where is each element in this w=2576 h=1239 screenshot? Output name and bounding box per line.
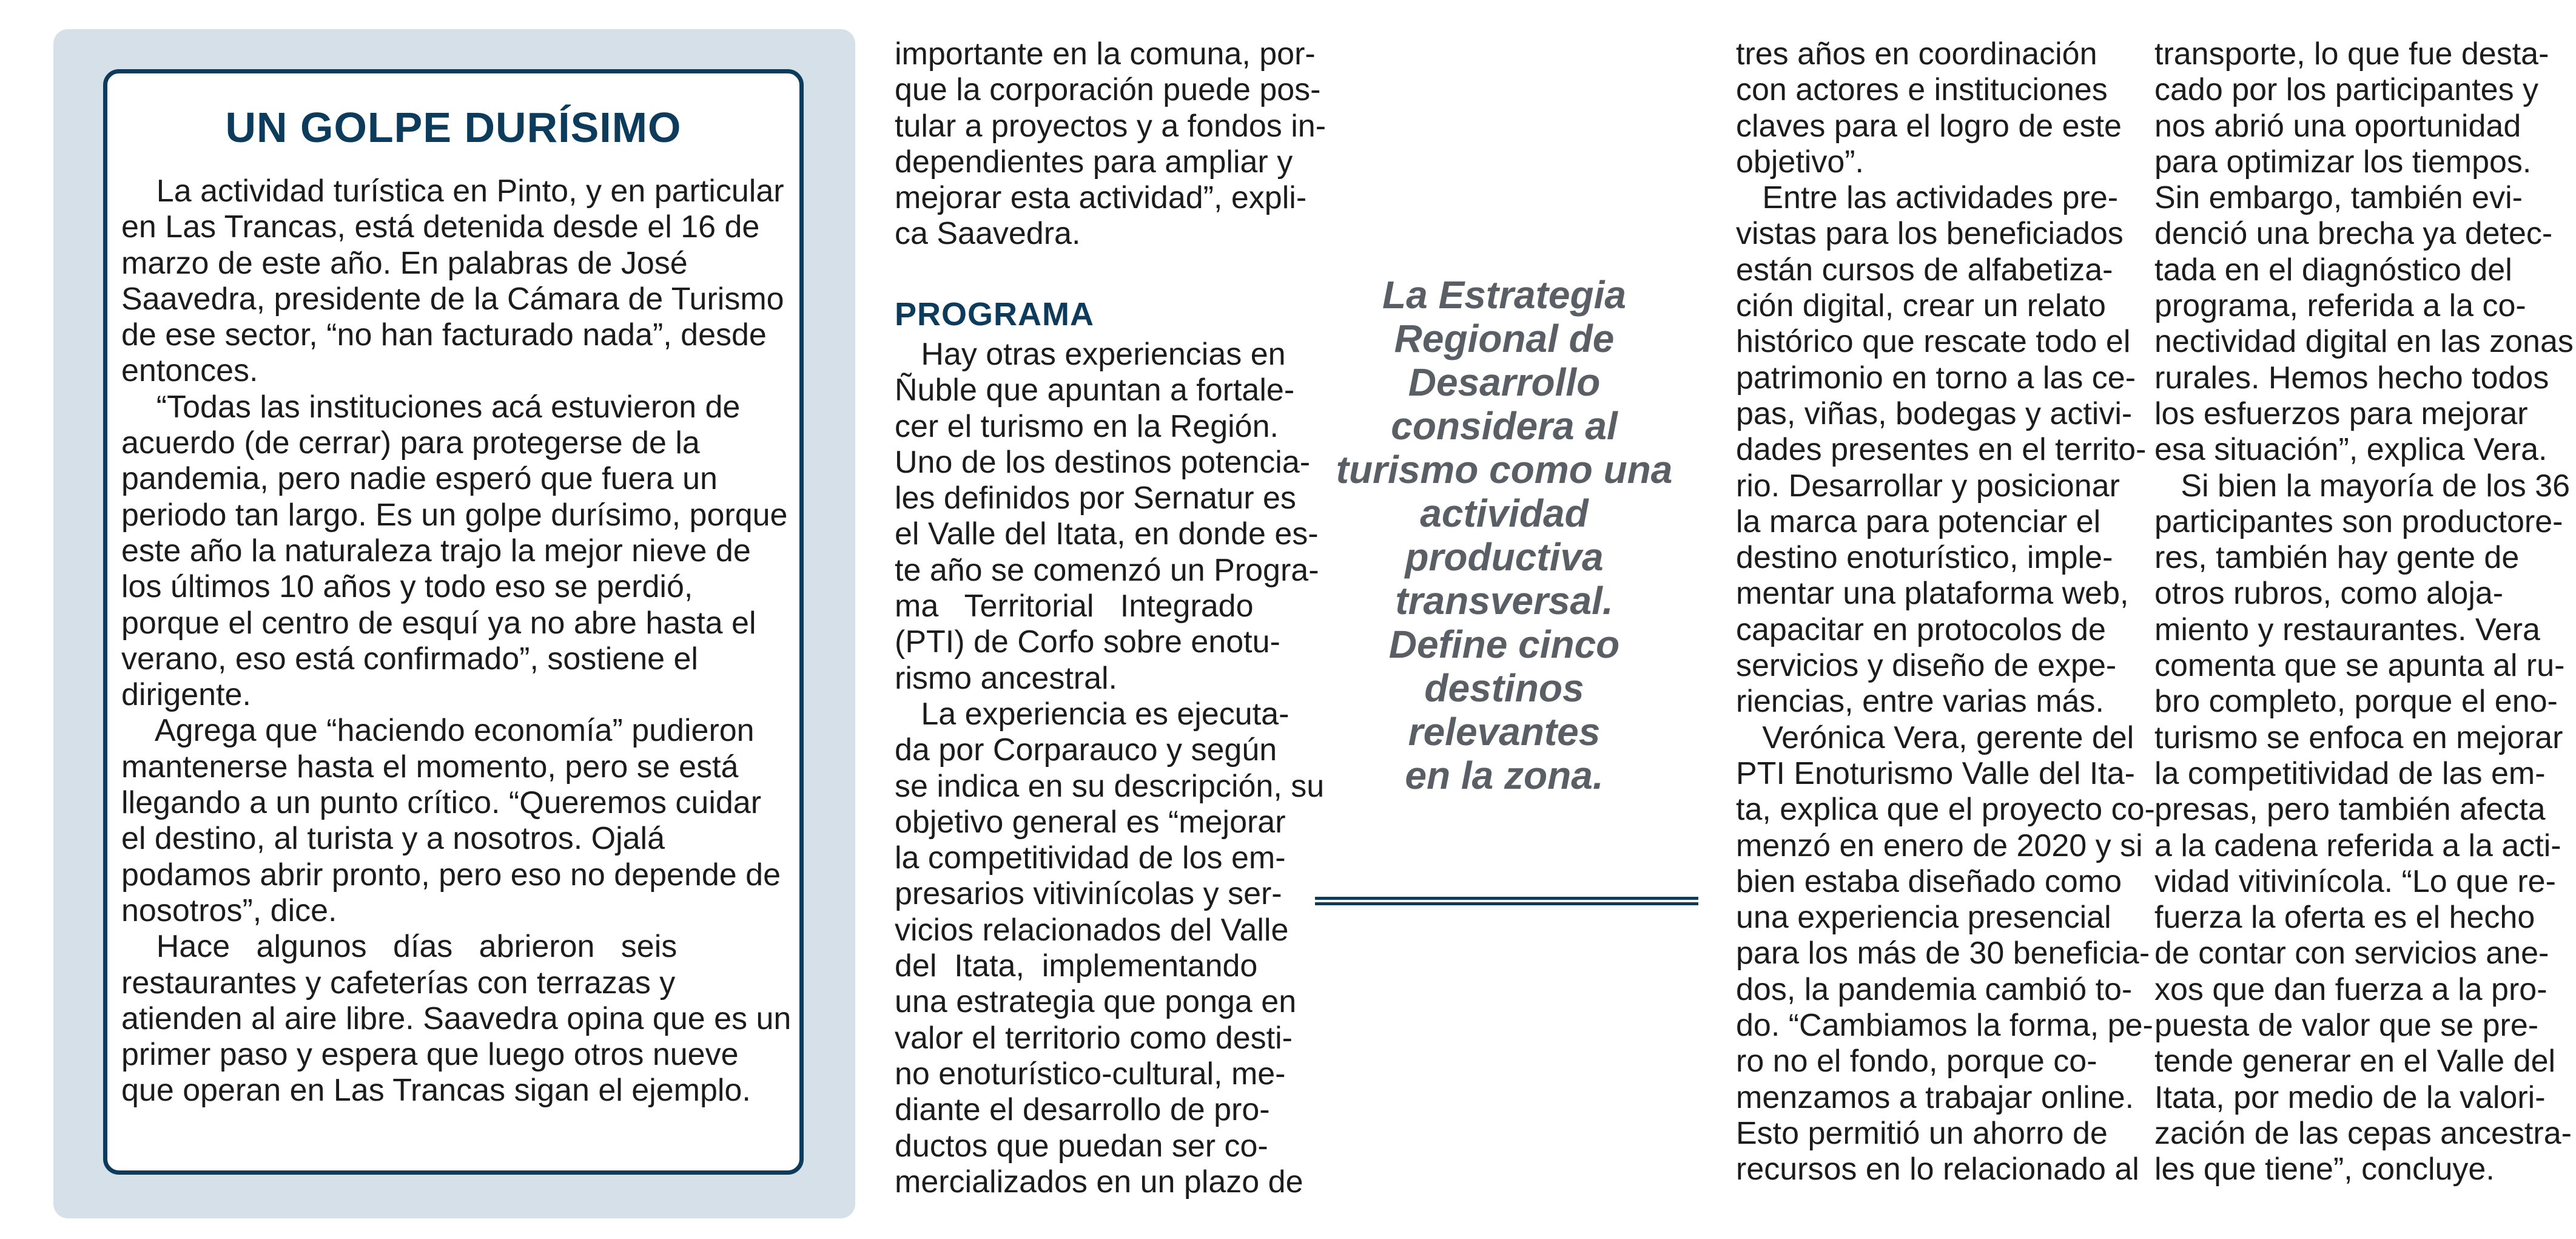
column-2-top-text: importante en la comuna, por- que la corporación puede pos- tular a proyectos y a fondos in- dependientes para ampliar y mejorar esta actividad”, expli- ca Saavedra. [895, 36, 1327, 252]
section-heading-programa: PROGRAMA [895, 296, 1094, 333]
sidebar-title: UN GOLPE DURÍSIMO [225, 104, 682, 151]
rule-line-top [1315, 897, 1698, 900]
pull-quote: La Estrategia Regional de Desarrollo considera al turismo como una actividad productiva transversal. Define cinco destinos relevantes en la zona. [1336, 273, 1673, 797]
column-4-text: tres años en coordinación con actores e instituciones claves para el logro de este objetivo”. Entre las actividades pre- vistas para los beneficiados están cursos de alfabetiza- ción digital, crear un relato histórico que rescate todo el patrimonio en torno a las ce- pas, viñas, bodegas y activi- dades presentes en el territo- rio. Desarrollar y posicionar la marca para potenciar el destino enoturístico, imple- mentar una plataforma web, capacitar en protocolos de servicios y diseño de expe- riencias, entre varias más. Verónica Vera, gerente del PTI Enoturismo Valle del Ita- ta, explica que el proyecto co- menzó en enero de 2020 y si bien estaba diseñado como una experiencia presencial para los más de 30 beneficia- dos, la pandemia cambió to- do. “Cambiamos la forma, pe- ro no el fondo, porque co- menzamos a trabajar online. Esto permitió un ahorro de recursos en lo relacionado al [1736, 36, 2155, 1187]
column-2-body-text: Hay otras experiencias en Ñuble que apuntan a fortale- cer el turismo en la Región. Uno de los destinos potencia- les definidos por Sernatur es el Valle del Itata, en donde es- te año se comenzó un Progra- ma Territorial Integrado (PTI) de Corfo sobre enotu- rismo ancestral. La experiencia es ejecuta- da por Corparauco y según se indica en su descripción, su objetivo general es “mejorar la competitividad de los em- presarios vitivinícolas y ser- vicios relacionados del Valle del Itata, implementando una estrategia que ponga en valor el territorio como desti- no enoturístico-cultural, me- diante el desarrollo de pro- ductos que puedan ser co- mercializados en un plazo de [895, 337, 1325, 1200]
rule-line-bottom [1315, 902, 1698, 905]
column-5-text: transporte, lo que fue desta- cado por los participantes y nos abrió una oportunidad para optimizar los tiempos. Sin embargo, también evi- denció una brecha ya detec- tada en el diagnóstico del programa, referida a la co- nectividad digital en las zonas rurales. Hemos hecho todos los esfuerzos para mejorar esa situación”, explica Vera. Si bien la mayoría de los 36 participantes son productore- res, también hay gente de otros rubros, como aloja- miento y restaurantes. Vera comenta que se apunta al ru- bro completo, porque el eno- turismo se enfoca en mejorar la competitividad de las em- presas, pero también afecta a la cadena referida a la acti- vidad vitivinícola. “Lo que re- fuerza la oferta es el hecho de contar con servicios ane- xos que dan fuerza a la pro- puesta de valor que se pre- tende generar en el Valle del Itata, por medio de la valori- zación de las cepas ancestra- les que tiene”, concluye. [2154, 36, 2574, 1187]
pull-quote-rule [1315, 897, 1698, 905]
sidebar-body: La actividad turística en Pinto, y en particular en Las Trancas, está detenida desde el 16 de marzo de este año. En palabras de José Saavedra, presidente de la Cámara de Turismo de ese sector, “no han facturado nada”, desde entonces. “Todas las instituciones acá estuvieron de acuerdo (de cerrar) para protegerse de la pandemia, pero nadie esperó que fuera un periodo tan largo. Es un golpe durísimo, porque este año la naturaleza trajo la mejor nieve de los últimos 10 años y todo eso se perdió, porque el centro de esquí ya no abre hasta el verano, eso está confirmado”, sostiene el dirigente. Agrega que “haciendo economía” pudieron mantenerse hasta el momento, pero se está llegando a un punto crítico. “Queremos cuidar el destino, al turista y a nosotros. Ojalá podamos abrir pronto, pero eso no depende de nosotros”, dice. Hace algunos días abrieron seis restaurantes y cafeterías con terrazas y atienden al aire libre. Saavedra opina que es un primer paso y espera que luego otros nueve que operan en Las Trancas sigan el ejemplo. [121, 174, 792, 1109]
